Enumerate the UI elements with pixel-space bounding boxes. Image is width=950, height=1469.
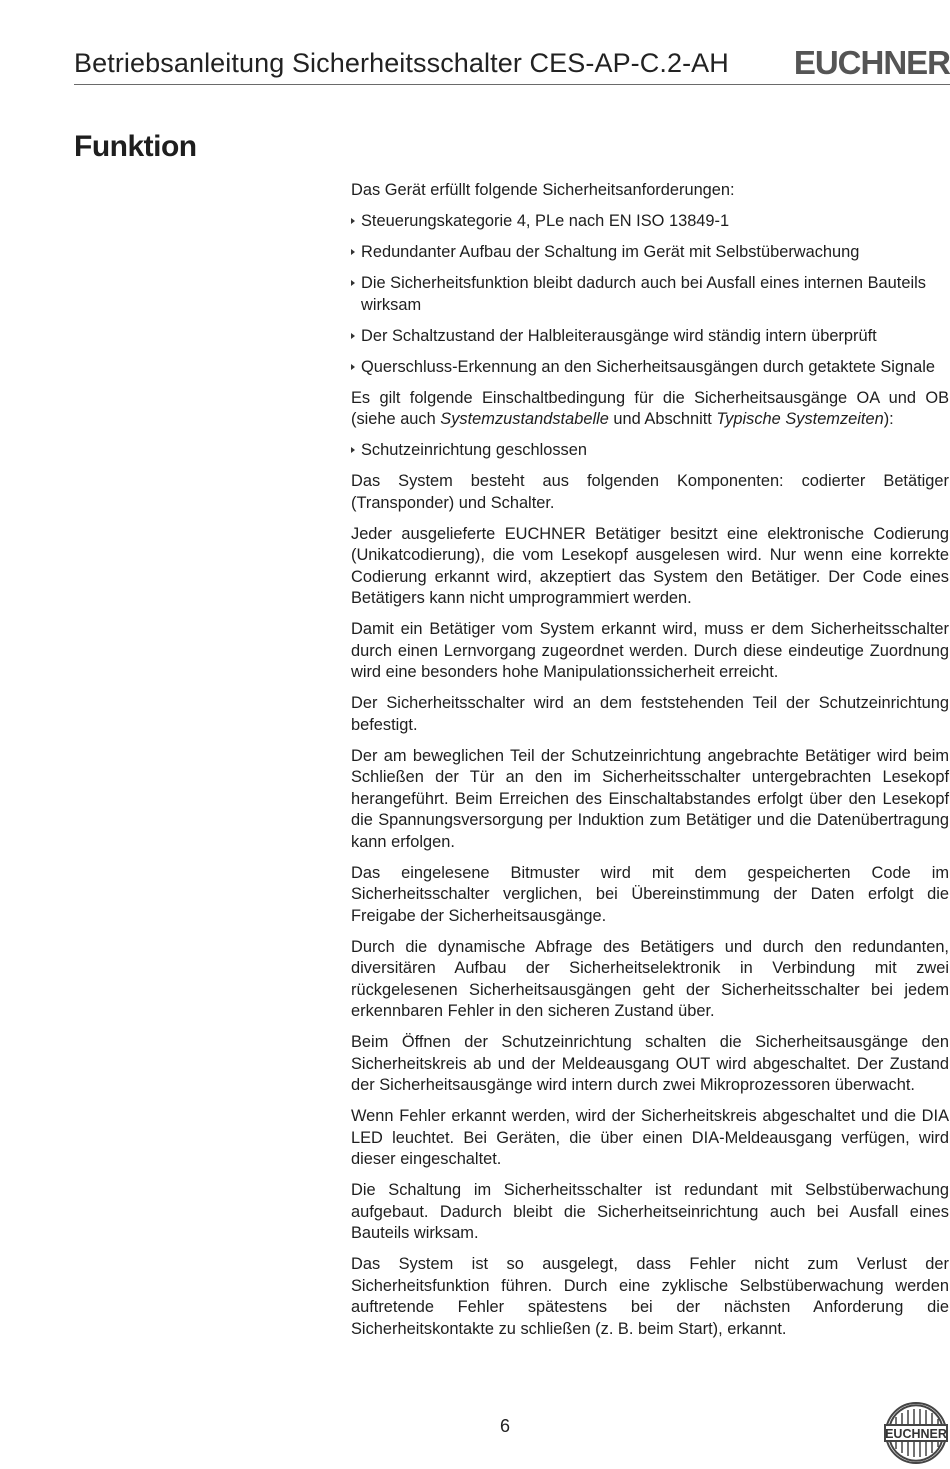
requirement-item: Die Sicherheitsfunktion bleibt dadurch auch bei Ausfall eines internen Bauteils wirksam: [351, 273, 949, 316]
bullet-arrow-icon: [351, 280, 355, 286]
euchner-logo: EUCHNER: [793, 44, 950, 81]
body-paragraph: Damit ein Betätiger vom System erkannt wird, muss er dem Sicherheitsschalter durch einen Lernvorgang zugeordnet werden. Durch diese eindeutige Zuordnung wird eine besonders hohe Manipulationssicherheit erreicht.: [351, 620, 949, 681]
ref-system-state-table: Systemzustandstabelle: [440, 410, 609, 428]
body-paragraph: Der Sicherheitsschalter wird an dem feststehenden Teil der Schutzeinrichtung befestigt.: [351, 694, 949, 734]
condition-item: Schutzeinrichtung geschlossen: [351, 440, 949, 462]
badge-logo-text: EUCHNER: [885, 1427, 947, 1441]
body-paragraph: Beim Öffnen der Schutzeinrichtung schalten die Sicherheitsausgänge den Sicherheitskreis ab und der Meldeausgang OUT wird abgeschaltet. Der Zustand der Sicherheitsausgänge wird intern durch zwei Mikroprozessoren überwacht.: [351, 1033, 949, 1094]
body-paragraph: Das eingelesene Bitmuster wird mit dem gespeicherten Code im Sicherheitsschalter verglichen, bei Übereinstimmung der Daten erfolgt die Freigabe der Sicherheitsausgänge.: [351, 863, 949, 925]
requirement-item: Redundanter Aufbau der Schaltung im Gerät mit Selbstüberwachung: [351, 242, 949, 264]
bullet-arrow-icon: [351, 249, 355, 255]
body-paragraph: Das System ist so ausgelegt, dass Fehler nicht zum Verlust der Sicherheitsfunktion führen. Durch eine zyklische Selbstüberwachung werden auftretende Fehler spätestens bei der nächsten Anforderung die Sicherheitskontakte zu schließen (z. B. beim Start), erkannt.: [351, 1255, 949, 1338]
bullet-arrow-icon: [351, 333, 355, 339]
document-title: Betriebsanleitung Sicherheitsschalter CES-AP-C.2-AH: [74, 48, 729, 78]
requirement-item: Querschluss-Erkennung an den Sicherheitsausgängen durch getaktete Signale: [351, 357, 949, 379]
ref-typical-system-times: Typische Systemzeiten: [716, 410, 884, 428]
body-paragraph: Jeder ausgelieferte EUCHNER Betätiger besitzt eine elektronische Codierung (Unikatcodierung), die vom Lesekopf ausgelesen wird. Nur wenn eine korrekte Codierung erkannt wird, akzeptiert das System den Betätiger. Der Code eines Betätigers kann nicht umprogrammiert werden.: [351, 524, 949, 607]
condition-text: Es gilt folgende Einschaltbedingung für die Sicherheitsausgänge OA und OB (siehe auch Systemzustandstabelle und Abschnitt Typische Systemzeiten):: [351, 388, 949, 428]
bullet-arrow-icon: [351, 218, 355, 224]
requirement-item: Der Schaltzustand der Halbleiterausgänge wird ständig intern überprüft: [351, 326, 949, 348]
section-title: Funktion: [74, 130, 197, 163]
bullet-arrow-icon: [351, 364, 355, 370]
body-paragraph: Das System besteht aus folgenden Komponenten: codierter Betätiger (Transponder) und Schalter.: [351, 472, 949, 512]
body-paragraph: Die Schaltung im Sicherheitsschalter ist redundant mit Selbstüberwachung aufgebaut. Dadurch bleibt die Sicherheitseinrichtung auch bei Ausfall eines Bauteils wirksam.: [351, 1181, 949, 1242]
main-content: [351, 180, 949, 1350]
body-paragraph: Wenn Fehler erkannt werden, wird der Sicherheitskreis abgeschaltet und die DIA LED leuchtet. Bei Geräten, die über einen DIA-Meldeausgang verfügen, wird dieser eingeschaltet.: [351, 1107, 949, 1168]
intro-text: Das Gerät erfüllt folgende Sicherheitsanforderungen:: [351, 181, 735, 199]
body-paragraph: Der am beweglichen Teil der Schutzeinrichtung angebrachte Betätiger wird beim Schließen der Tür an den im Sicherheitsschalter untergebrachten Lesekopf herangeführt. Beim Erreichen des Einschaltabstandes erfolgt über den Lesekopf die Spannungsversorgung per Induktion zum Betätiger und die Datenübertragung kann erfolgen.: [351, 746, 949, 851]
euchner-badge-logo: [884, 1401, 948, 1465]
page-header: [74, 42, 950, 85]
body-paragraph: Durch die dynamische Abfrage des Betätigers und durch den redundanten, diversitären Aufbau der Sicherheitselektronik in Verbindung mit zwei rückgelesenen Sicherheitsausgängen geht der Sicherheitsschalter bei jedem erkennbaren Fehler in den sicheren Zustand über.: [351, 937, 949, 1020]
requirement-item: Steuerungskategorie 4, PLe nach EN ISO 13849-1: [351, 211, 949, 233]
page-number: 6: [500, 1416, 511, 1436]
bullet-arrow-icon: [351, 447, 355, 453]
